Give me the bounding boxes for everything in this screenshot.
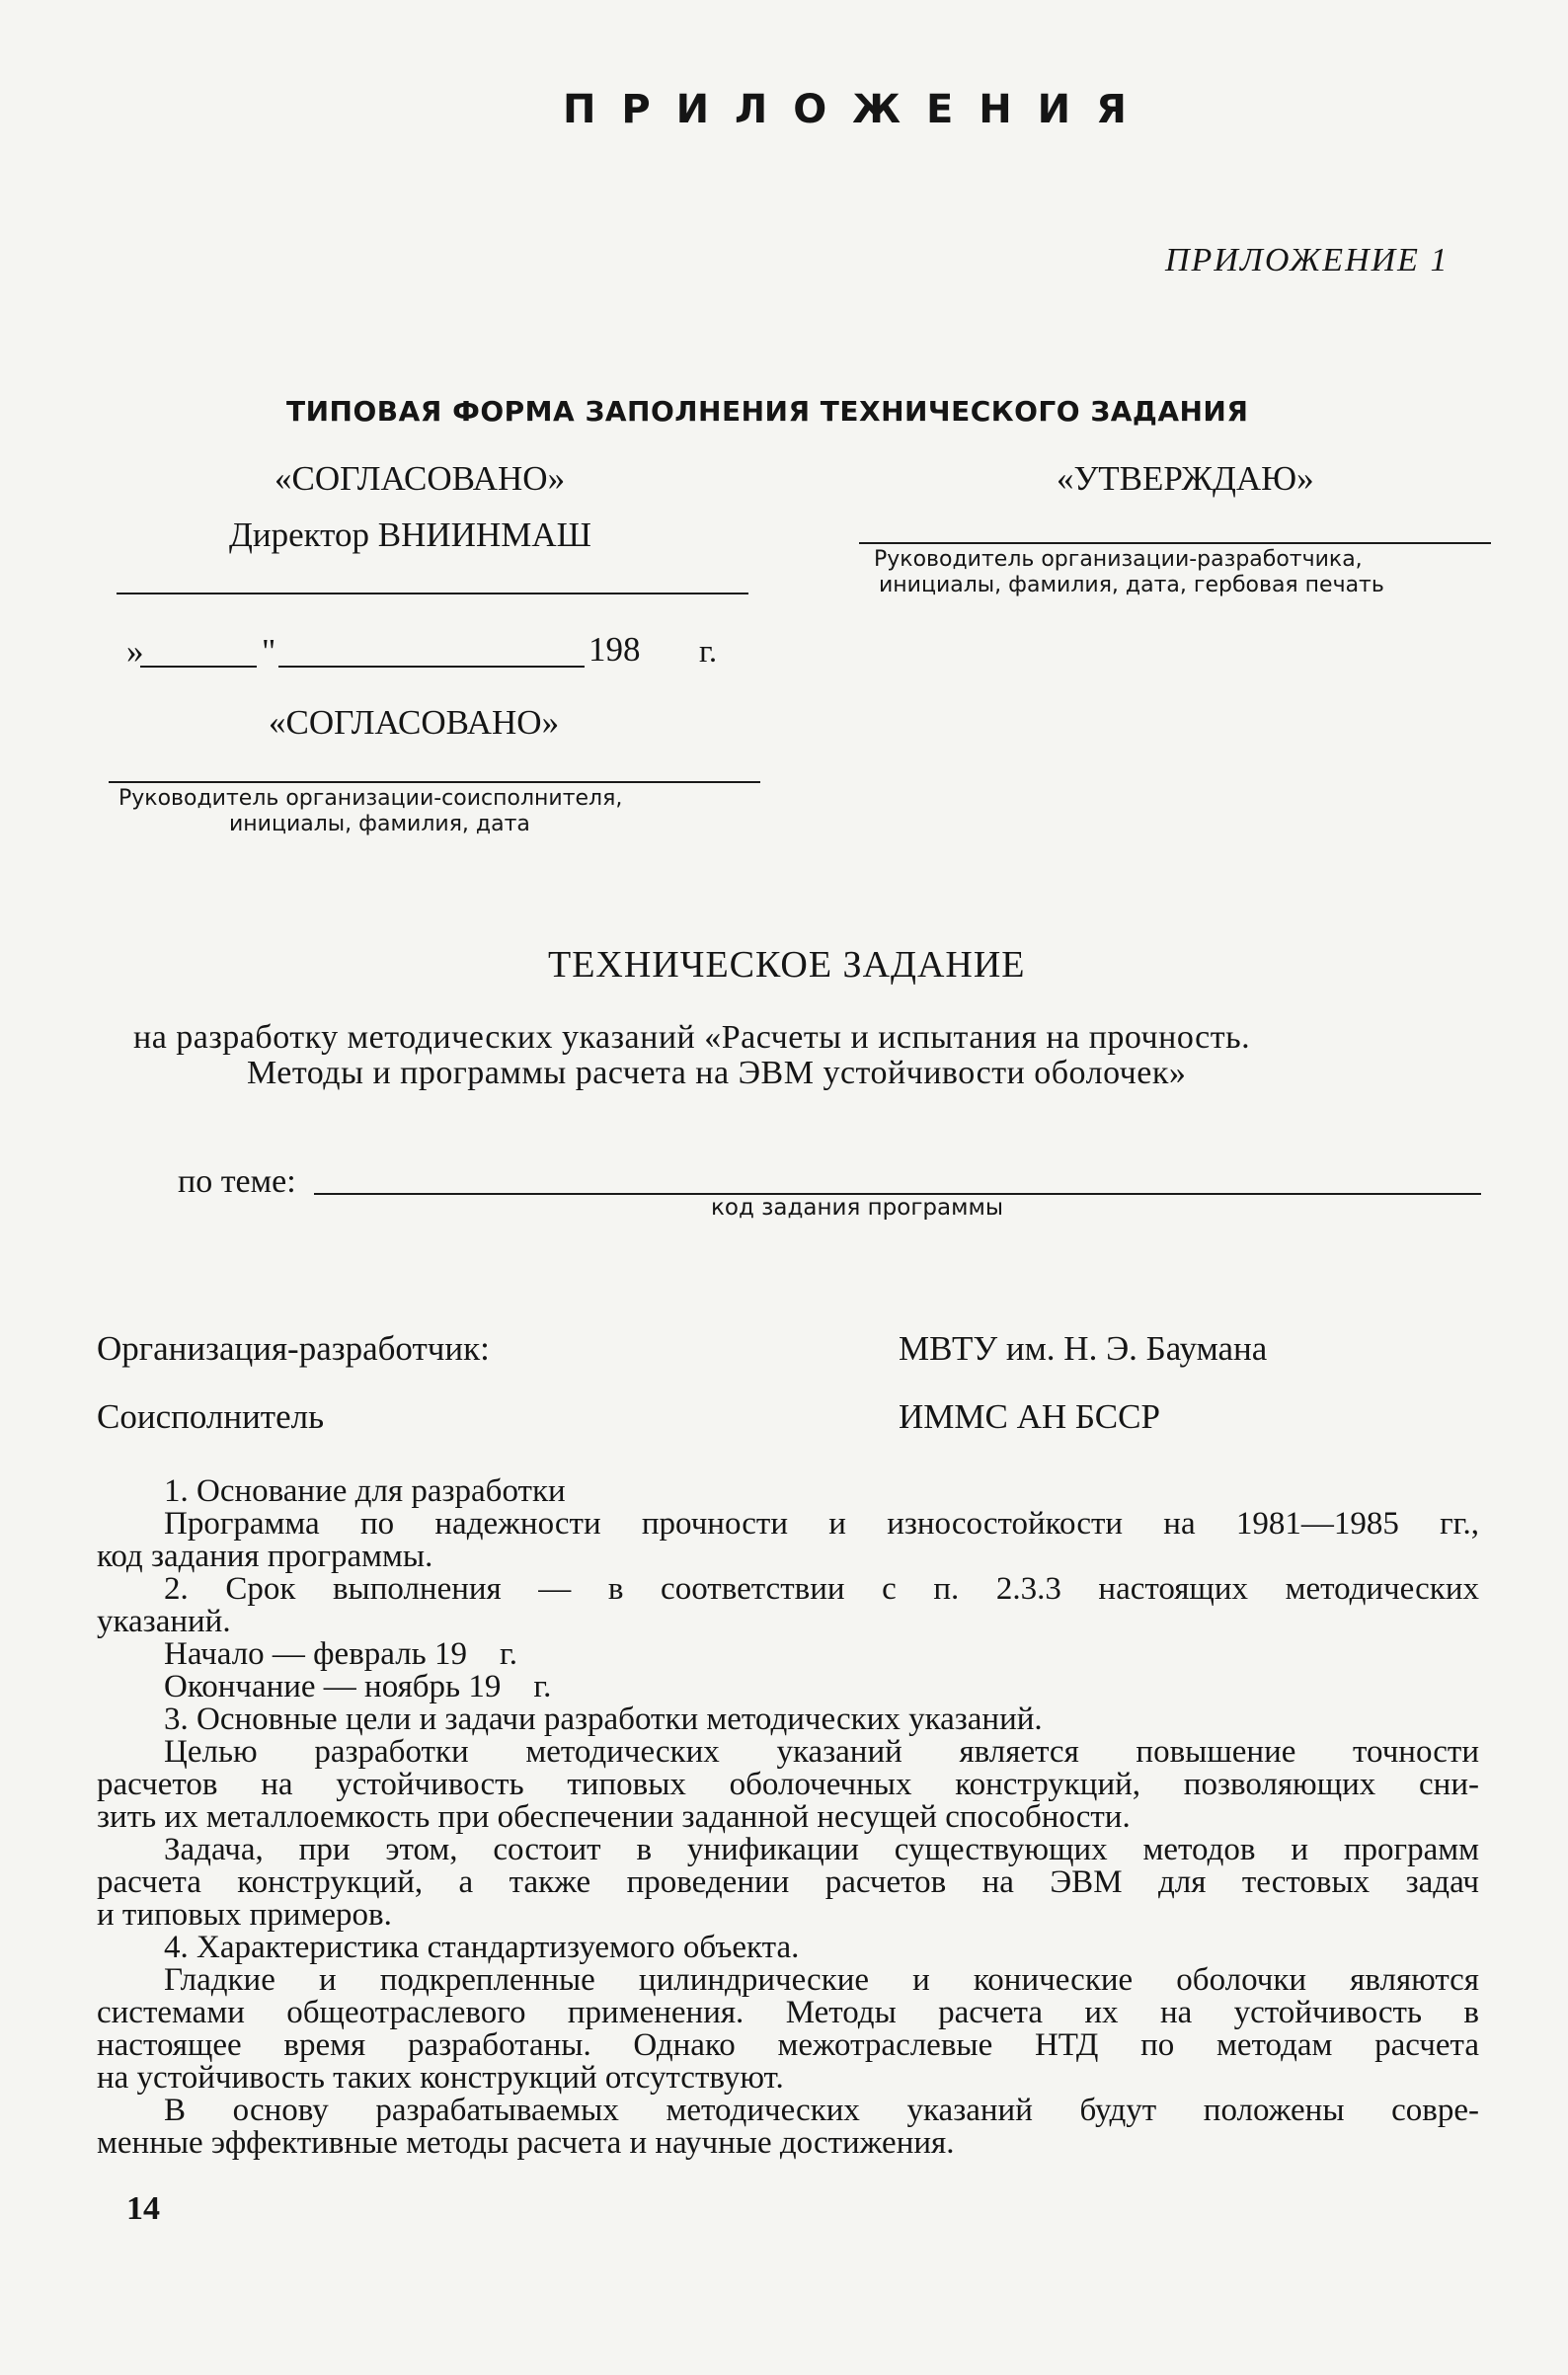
body-line: Целью разработки методических указаний является повышение точности <box>164 1734 1479 1770</box>
body-line: расчетов на устойчивость типовых оболочечных конструкций, позволяющих сни- <box>97 1767 1479 1802</box>
date-mid-quote: " <box>262 632 276 671</box>
agreed-label-1: «СОГЛАСОВАНО» <box>274 459 566 498</box>
body-line: 2. Срок выполнения — в соответствии с п. 2.3.3 настоящих методических <box>164 1571 1479 1607</box>
body-line: зить их металлоемкость при обеспечении заданной несущей способности. <box>97 1799 1131 1835</box>
section-title: П Р И Л О Ж Е Н И Я <box>563 87 1133 132</box>
appendix-label: ПРИЛОЖЕНИЕ 1 <box>1165 242 1450 278</box>
developer-value: МВТУ им. Н. Э. Баумана <box>899 1329 1268 1368</box>
date-year-suffix: г. <box>699 634 718 670</box>
body-line: Начало — февраль 19 г. <box>164 1636 518 1672</box>
director-label: Директор ВНИИНМАШ <box>229 515 591 554</box>
body-line: код задания программы. <box>97 1539 433 1574</box>
task-title: ТЕХНИЧЕСКОЕ ЗАДАНИЕ <box>548 944 1026 986</box>
form-title: ТИПОВАЯ ФОРМА ЗАПОЛНЕНИЯ ТЕХНИЧЕСКОГО ЗАДАНИЯ <box>286 395 1249 428</box>
approve-caption-2: инициалы, фамилия, дата, гербовая печать <box>879 573 1384 597</box>
body-line: расчета конструкций, а также проведении расчетов на ЭВМ для тестовых задач <box>97 1864 1479 1900</box>
body-line: указаний. <box>97 1604 231 1639</box>
date-open-quote: » <box>126 632 144 671</box>
body-line: Окончание — ноябрь 19 г. <box>164 1669 552 1704</box>
body-line: В основу разрабатываемых методических указаний будут положены совре- <box>164 2093 1479 2128</box>
coexec-caption-2: инициалы, фамилия, дата <box>229 812 530 836</box>
body-line: Программа по надежности прочности и износостойкости на 1981—1985 гг., <box>164 1506 1479 1542</box>
body-line: Гладкие и подкрепленные цилиндрические и конические оболочки являются <box>164 1962 1479 1998</box>
theme-label: по теме: <box>178 1163 296 1200</box>
body-line: Задача, при этом, состоит в унификации существующих методов и программ <box>164 1832 1479 1867</box>
coexec-value: ИММС АН БССР <box>899 1397 1160 1436</box>
body-line: менные эффективные методы расчета и научные достижения. <box>97 2125 955 2161</box>
theme-caption: код задания программы <box>711 1195 1003 1221</box>
body-line: 1. Основание для разработки <box>164 1473 566 1509</box>
agreed-label-2: «СОГЛАСОВАНО» <box>269 703 560 742</box>
body-line: 3. Основные цели и задачи разработки методических указаний. <box>164 1702 1043 1737</box>
date-month-line <box>278 666 585 668</box>
task-subtitle-2: Методы и программы расчета на ЭВМ устойчивости оболочек» <box>247 1055 1187 1091</box>
approve-label: «УТВЕРЖДАЮ» <box>1057 459 1314 498</box>
body-line: на устойчивость таких конструкций отсутствуют. <box>97 2060 784 2096</box>
developer-label: Организация-разработчик: <box>97 1329 490 1368</box>
director-signature-line <box>117 593 748 594</box>
approve-signature-line <box>859 542 1491 544</box>
task-subtitle-1: на разработку методических указаний «Расчеты и испытания на прочность. <box>133 1019 1251 1056</box>
body-text <box>97 1475 1479 2160</box>
page-number: 14 <box>126 2190 160 2227</box>
body-line: настоящее время разработаны. Однако межотраслевые НТД по методам расчета <box>97 2027 1479 2063</box>
approve-caption-1: Руководитель организации-разработчика, <box>874 547 1363 572</box>
coexec-label: Соисполнитель <box>97 1397 325 1436</box>
coexec-caption-1: Руководитель организации-соисполнителя, <box>118 786 623 811</box>
date-day-line <box>140 666 257 668</box>
date-year: 198 <box>588 630 641 669</box>
body-line: и типовых примеров. <box>97 1897 392 1933</box>
coexec-signature-line <box>109 781 760 783</box>
body-line: 4. Характеристика стандартизуемого объекта. <box>164 1930 800 1965</box>
body-line: системами общеотраслевого применения. Методы расчета их на устойчивость в <box>97 1995 1479 2030</box>
